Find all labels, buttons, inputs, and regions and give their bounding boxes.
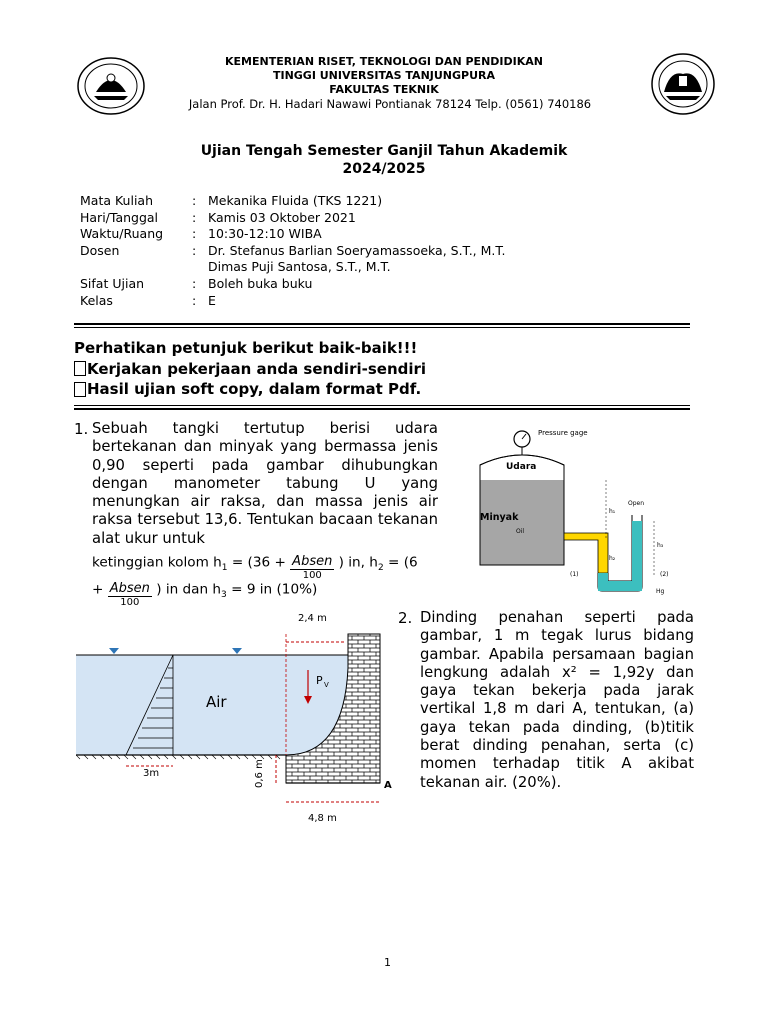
q1-number: 1. — [74, 420, 89, 438]
info-value: Kamis 03 Oktober 2021 — [208, 209, 356, 225]
divider — [74, 408, 690, 410]
open-label: Open — [628, 500, 645, 507]
retaining-wall-figure — [76, 608, 396, 826]
bullet-icon — [74, 382, 86, 397]
instructions — [74, 338, 426, 400]
info-row: Sifat Ujian : Boleh buka buku — [80, 275, 313, 291]
info-row: Kelas : E — [80, 292, 216, 308]
info-key: Sifat Ujian — [80, 275, 145, 291]
info-key: Hari/Tanggal — [80, 209, 159, 225]
university-logo-right — [650, 52, 716, 116]
water-level-icon — [109, 648, 119, 654]
h2-label: h₂ — [609, 555, 616, 562]
info-key: Waktu/Ruang — [80, 226, 164, 242]
instruction-item: Hasil ujian soft copy, dalam format Pdf. — [87, 380, 422, 398]
top-dimension: 2,4 m — [298, 613, 327, 624]
pv-label: P — [316, 674, 323, 687]
university-logo-left — [76, 56, 146, 116]
q1-heights: ketinggian kolom $h_1 = (36$ + Absen 100 ) in, $h_2 = (6$ — [92, 554, 418, 581]
divider — [74, 323, 690, 325]
info-value: Mekanika Fluida (TKS 1221) — [208, 193, 383, 208]
q1-text: Sebuah tangki tertutup berisi udara bertekanan dan minyak yang bermassa jenis 0,90 seperti pada gambar dihubungkan dengan manometer tabung U yang menungkan air raksa, dan massa jenis air raksa tersebut 13,6. Tentukan bacaan tekanan alat ukur untuk — [92, 420, 438, 547]
page-number: 1 — [384, 956, 391, 969]
gauge-label: Pressure gage — [538, 429, 588, 437]
q2-number: 2. — [398, 609, 413, 627]
base-dimension: 3m — [143, 768, 160, 779]
fraction: Absen 100 — [109, 581, 150, 608]
exam-info — [80, 193, 506, 309]
q2-text: Dinding penahan seperti pada gambar, 1 m tegak lurus bidang gambar. Apabila persamaan bagian lengkung adalah x² = 1,92y dan gaya tekan bekerja pada jarak vertikal 1,8 m dari A, tentukan, (a) gaya tekan pada dinding, (b)titik berat dinding penahan, serta (c) momen terhadap titik A akibat tekanan air. (20%). — [420, 609, 694, 791]
info-key — [80, 259, 192, 276]
info-key: Mata Kuliah — [80, 193, 154, 208]
h3-label: h₃ — [657, 542, 664, 549]
q1-heights-cont: + Absen 100 ) in dan $h_3 = 9$ in (10%) — [92, 581, 318, 608]
info-row: Waktu/Ruang : 10:30-12:10 WIBA — [80, 226, 322, 242]
info-value: Boleh buka buku — [208, 275, 313, 291]
info-row: Mata Kuliah : Mekanika Fluida (TKS 1221) — [80, 193, 383, 208]
oil-en-label: Oil — [516, 528, 525, 535]
info-value: Dimas Puji Santosa, S.T., M.T. — [208, 259, 391, 275]
tank-manometer-figure — [470, 425, 690, 600]
point2-label: (2) — [660, 571, 669, 578]
info-value: E — [208, 292, 216, 308]
point1-label: (1) — [570, 571, 579, 578]
info-row — [80, 259, 506, 276]
hg-label: Hg — [656, 588, 665, 595]
water-level-icon — [232, 648, 242, 654]
oil-label: Minyak — [480, 512, 519, 523]
faculty-name: FAKULTAS TEKNIK — [329, 83, 439, 96]
exam-title: Ujian Tengah Semester Ganjil Tahun Akademik — [200, 143, 568, 159]
instruction-item: Kerjakan pekerjaan anda sendiri-sendiri — [87, 359, 427, 378]
info-key: Dosen — [80, 242, 120, 258]
divider — [74, 405, 690, 406]
info-key: Kelas — [80, 292, 113, 308]
instructions-heading: Perhatikan petunjuk berikut baik-baik!!! — [74, 339, 418, 357]
address: Jalan Prof. Dr. H. Hadari Nawawi Pontianak 78124 Telp. (0561) 740186 — [188, 97, 592, 111]
bottom-dimension: 4,8 m — [308, 813, 337, 824]
fraction: Absen 100 — [292, 554, 333, 581]
point-a-label: A — [384, 780, 392, 791]
air-label: Air — [206, 693, 227, 711]
pv-sub-label: V — [324, 681, 329, 689]
divider — [74, 327, 690, 328]
info-row: Dosen : Dr. Stefanus Barlian Soeryamassoeka, S.T., M.T. — [80, 242, 506, 258]
university-name: TINGGI UNIVERSITAS TANJUNGPURA — [272, 69, 496, 82]
air-label: Udara — [506, 462, 537, 472]
info-value: 10:30-12:10 WIBA — [208, 226, 322, 242]
ministry-name: KEMENTERIAN RISET, TEKNOLOGI DAN PENDIDIKAN — [225, 55, 543, 68]
info-value: Dr. Stefanus Barlian Soeryamassoeka, S.T., M.T. — [208, 242, 506, 258]
exam-year: 2024/2025 — [342, 161, 426, 177]
info-row: Hari/Tanggal : Kamis 03 Oktober 2021 — [80, 209, 356, 225]
h1-label: h₁ — [609, 508, 616, 515]
bullet-icon — [74, 361, 86, 376]
height-dimension: 0,6 m — [254, 759, 265, 788]
